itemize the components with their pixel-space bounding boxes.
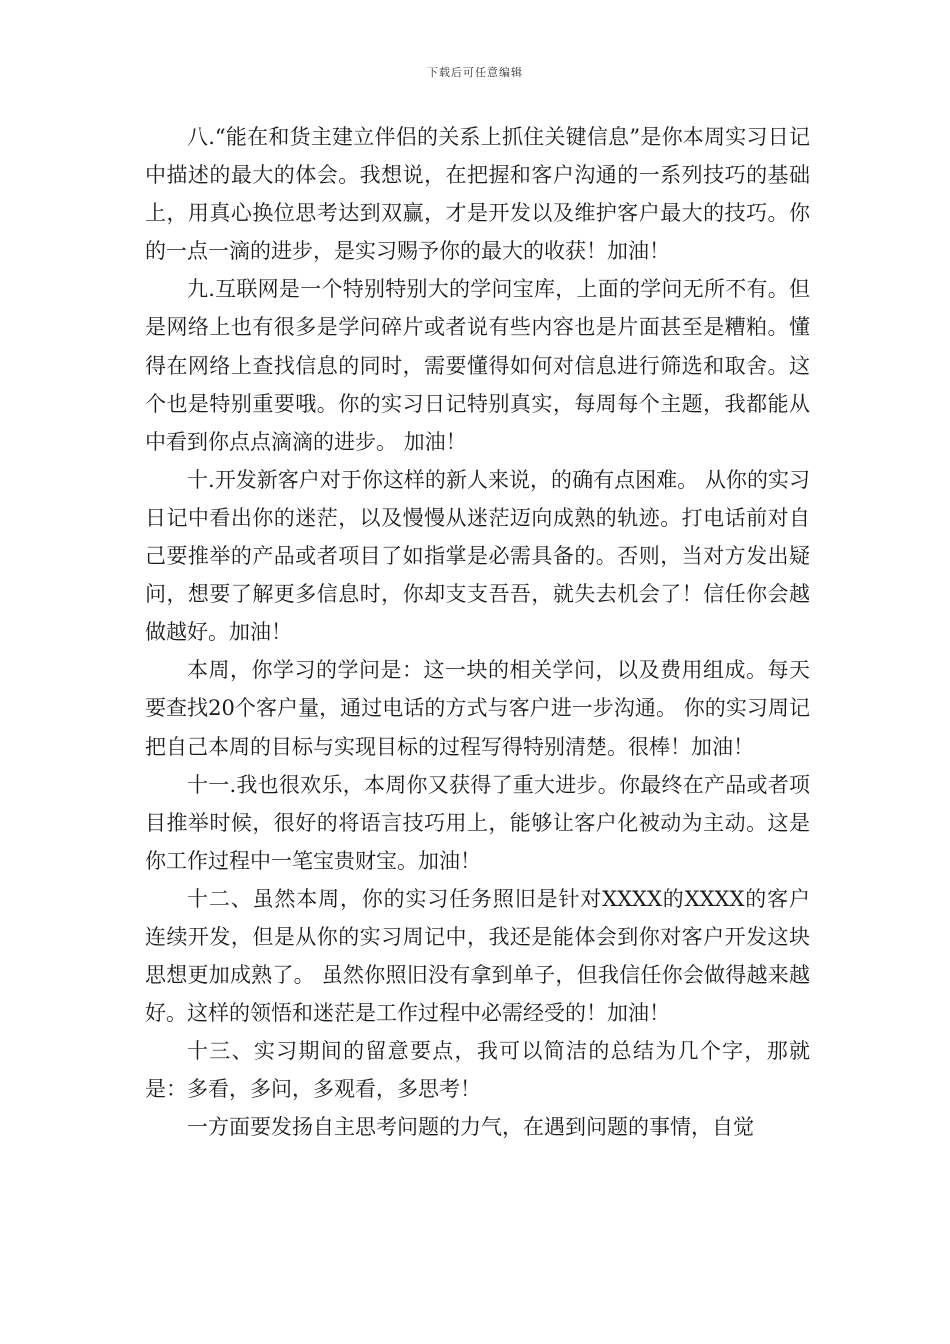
document-body [145,118,810,1147]
paragraph-8: 八.“能在和货主建立伴侣的关系上抓住关键信息”是你本周实习日记中描述的最大的体会。我想说，在把握和客户沟通的一系列技巧的基础上，用真心换位思考达到双赢，才是开发以及维护客户最大的技巧。你的一点一滴的进步，是实习赐予你的最大的收获！加油！ [145,125,810,264]
paragraph-10: 十.开发新客户对于你这样的新人来说，的确有点困难。 从你的实习日记中看出你的迷茫，以及慢慢从迷茫迈向成熟的轨迹。打电话前对自己要推举的产品或者项目了如指掌是必需具备的。否则，当对方发出疑问，想要了解更多信息时，你却支支吾吾，就失去机会了！信任你会越做越好。加油！ [145,467,810,645]
paragraph-continuation: 一方面要发扬自主思考问题的力气，在遇到问题的事情，自觉 [187,1115,754,1140]
paragraph-12: 十二、虽然本周，你的实习任务照旧是针对XXXX的XXXX的客户连续开发，但是从你的实习周记中，我还是能体会到你对客户开发这块思想更加成熟了。 虽然你照旧没有拿到单子，但我信任你会做得越来越好。这样的领悟和迷茫是工作过程中必需经受的！加油！ [145,886,810,1026]
paragraph-9: 九.互联网是一个特别特别大的学问宝库，上面的学问无所不有。但是网络上也有很多是学问碎片或者说有些内容也是片面甚至是糟粕。懂得在网络上查找信息的同时，需要懂得如何对信息进行筛选和取舍。这个也是特别重要哦。你的实习日记特别真实，每周每个主题，我都能从中看到你点点滴滴的进步。 加油！ [145,277,810,454]
paragraph-13: 十三、实习期间的留意要点，我可以简洁的总结为几个字，那就是：多看，多问，多观看，多思考！ [145,1039,810,1102]
page-header-note: 下载后可任意编辑 [427,66,523,79]
paragraph-11: 十一.我也很欢乐，本周你又获得了重大进步。你最终在产品或者项目推举时候，很好的将语言技巧用上，能够让客户化被动为主动。这是你工作过程中一笔宝贵财宝。加油！ [145,772,810,873]
paragraph-this-week: 本周，你学习的学问是：这一块的相关学问，以及费用组成。每天要查找20个客户量，通过电话的方式与客户进一步沟通。 你的实习周记把自己本周的目标与实现目标的过程写得特别清楚。很棒！加油！ [145,658,810,759]
